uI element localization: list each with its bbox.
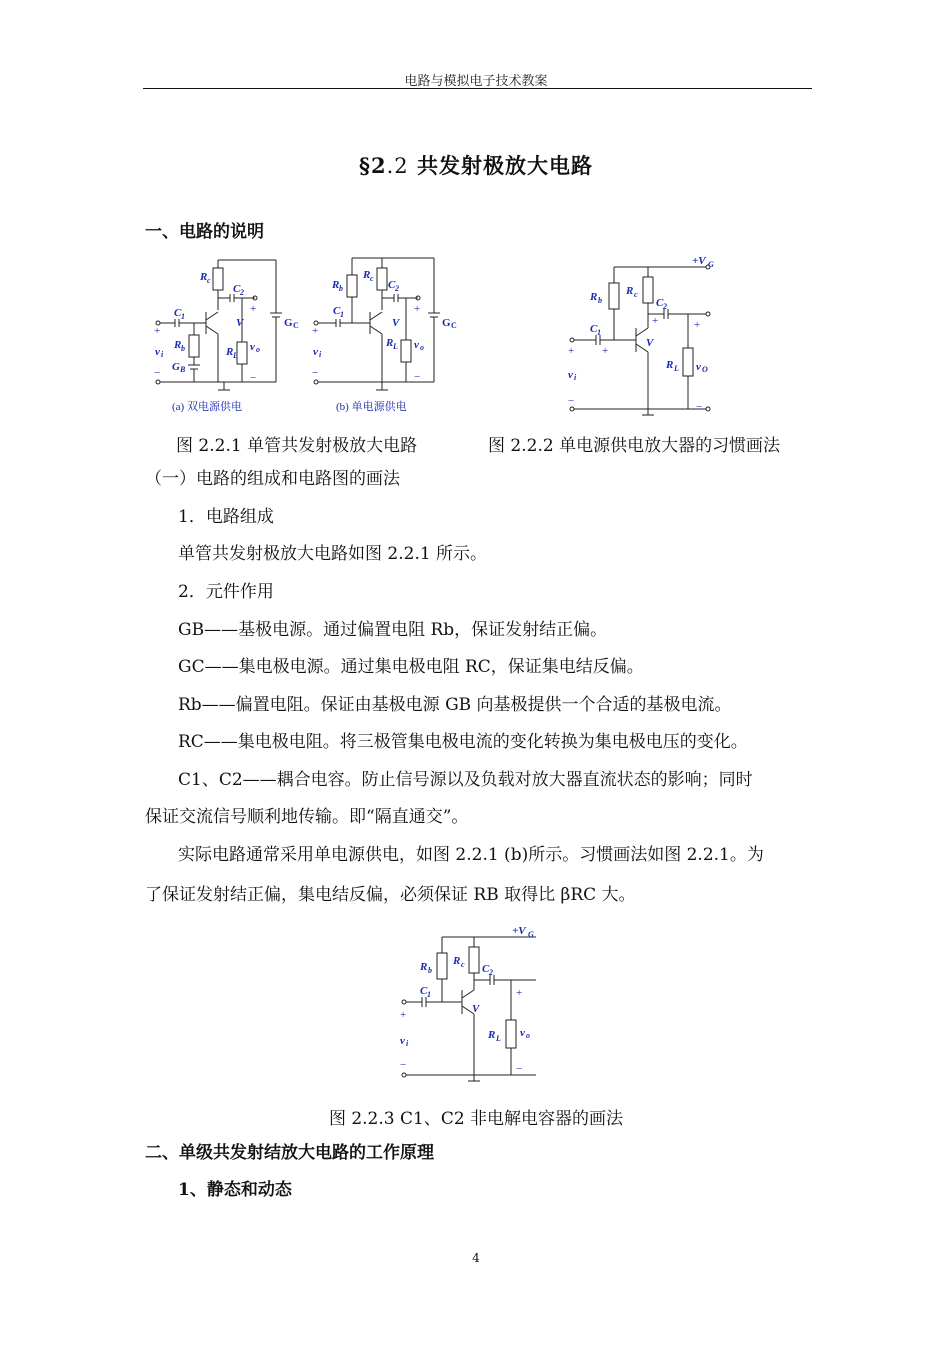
svg-text:2: 2 bbox=[489, 968, 493, 977]
c-line-1: C1、C2——耦合电容。防止信号源以及负载对放大器直流状态的影响；同时 bbox=[178, 770, 753, 790]
gc-line: GC——集电极电源。通过集电极电阻 RC，保证集电结反偏。 bbox=[178, 657, 644, 677]
svg-text:1: 1 bbox=[181, 312, 185, 321]
svg-text:B: B bbox=[180, 365, 186, 374]
svg-text:R: R bbox=[420, 961, 428, 973]
subsection-heading: （一）电路的组成和电路图的画法 bbox=[145, 469, 400, 489]
item-1: 1．电路组成 bbox=[178, 507, 274, 527]
svg-text:o: o bbox=[420, 343, 424, 352]
svg-text:V: V bbox=[236, 317, 244, 329]
svg-text:+: + bbox=[312, 325, 319, 337]
svg-text:G: G bbox=[172, 361, 180, 373]
svg-text:1: 1 bbox=[340, 310, 344, 319]
svg-text:b: b bbox=[598, 296, 602, 305]
svg-text:R: R bbox=[363, 269, 371, 281]
svg-text:v: v bbox=[696, 361, 701, 373]
svg-text:o: o bbox=[526, 1031, 530, 1040]
svg-text:L: L bbox=[233, 351, 238, 360]
figure-2-2-1b bbox=[308, 250, 468, 420]
svg-text:+V: +V bbox=[692, 255, 706, 267]
svg-text:v: v bbox=[155, 346, 160, 358]
svg-text:+: + bbox=[400, 1009, 407, 1021]
svg-text:L: L bbox=[674, 364, 679, 373]
svg-text:+: + bbox=[516, 987, 523, 999]
svg-text:v: v bbox=[568, 369, 573, 381]
svg-text:v: v bbox=[400, 1035, 405, 1047]
svg-text:c: c bbox=[461, 960, 465, 969]
svg-text:L: L bbox=[393, 342, 398, 351]
fig1a-label: (a) 双电源供电 bbox=[172, 401, 242, 413]
svg-text:C: C bbox=[233, 283, 241, 295]
svg-text:O: O bbox=[702, 365, 708, 374]
para-line-2: 了保证发射结正偏，集电结反偏，必须保证 RB 取得比 βRC 大。 bbox=[145, 885, 636, 905]
svg-text:L: L bbox=[496, 1034, 501, 1043]
svg-text:−: − bbox=[516, 1063, 523, 1075]
page-title: §2.2 共发射极放大电路 bbox=[359, 153, 593, 178]
svg-text:R: R bbox=[226, 346, 234, 358]
svg-text:−: − bbox=[250, 372, 257, 384]
svg-text:−: − bbox=[568, 395, 575, 407]
svg-text:1: 1 bbox=[427, 990, 431, 999]
fig1b-label: (b) 单电源供电 bbox=[336, 401, 407, 413]
svg-text:R: R bbox=[666, 359, 674, 371]
page-header: 电路与模拟电子技术教案 bbox=[404, 74, 548, 89]
figure-2-2-2 bbox=[560, 250, 730, 420]
svg-text:R: R bbox=[174, 339, 182, 351]
svg-text:C: C bbox=[174, 307, 182, 319]
svg-text:i: i bbox=[319, 350, 322, 359]
svg-text:G: G bbox=[528, 930, 534, 939]
svg-text:C: C bbox=[293, 321, 299, 330]
header-rule bbox=[143, 88, 812, 89]
svg-text:c: c bbox=[207, 276, 211, 285]
svg-text:C: C bbox=[451, 321, 457, 330]
svg-text:R: R bbox=[453, 955, 461, 967]
svg-text:C: C bbox=[590, 323, 598, 335]
svg-text:R: R bbox=[386, 337, 394, 349]
svg-text:C: C bbox=[420, 985, 428, 997]
svg-text:v: v bbox=[520, 1027, 525, 1039]
gb-line: GB——基极电源。通过偏置电阻 Rb，保证发射结正偏。 bbox=[178, 620, 608, 640]
svg-text:G: G bbox=[284, 317, 293, 329]
svg-text:C: C bbox=[482, 963, 490, 975]
item-2: 2．元件作用 bbox=[178, 582, 274, 602]
svg-text:V: V bbox=[392, 317, 400, 329]
svg-text:i: i bbox=[161, 350, 164, 359]
svg-text:v: v bbox=[414, 339, 419, 351]
svg-text:R: R bbox=[590, 291, 598, 303]
section-heading-2: 二、单级共发射结放大电路的工作原理 bbox=[145, 1143, 434, 1163]
rc-line: RC——集电极电阻。将三极管集电极电流的变化转换为集电极电压的变化。 bbox=[178, 732, 748, 752]
figure-2-2-3 bbox=[396, 920, 556, 1092]
svg-text:o: o bbox=[256, 345, 260, 354]
svg-text:−: − bbox=[312, 367, 319, 379]
svg-text:b: b bbox=[428, 966, 432, 975]
svg-text:V: V bbox=[646, 337, 654, 349]
svg-text:+: + bbox=[652, 315, 659, 327]
svg-text:2: 2 bbox=[395, 284, 399, 293]
fig2-caption: 图 2.2.2 单电源供电放大器的习惯画法 bbox=[488, 436, 781, 456]
svg-text:+: + bbox=[250, 303, 257, 315]
c-line-2: 保证交流信号顺利地传输。即“隔直通交”。 bbox=[145, 807, 469, 827]
svg-text:b: b bbox=[339, 284, 343, 293]
svg-text:+: + bbox=[154, 325, 161, 337]
svg-text:2: 2 bbox=[240, 288, 244, 297]
svg-text:+: + bbox=[602, 345, 609, 357]
svg-text:v: v bbox=[250, 341, 255, 353]
item-1-text: 单管共发射极放大电路如图 2.2.1 所示。 bbox=[178, 544, 488, 564]
figure-2-2-1a bbox=[150, 250, 300, 420]
page-number: 4 bbox=[472, 1251, 480, 1265]
svg-text:C: C bbox=[388, 279, 396, 291]
svg-text:G: G bbox=[442, 317, 451, 329]
svg-text:+V: +V bbox=[512, 925, 526, 937]
svg-text:V: V bbox=[472, 1003, 480, 1015]
svg-text:R: R bbox=[332, 279, 340, 291]
svg-text:+: + bbox=[414, 303, 421, 315]
para-line-1: 实际电路通常采用单电源供电，如图 2.2.1 (b)所示。习惯画法如图 2.2.1。为 bbox=[178, 845, 764, 865]
svg-text:C: C bbox=[656, 297, 664, 309]
svg-text:+: + bbox=[694, 319, 701, 331]
svg-text:R: R bbox=[626, 285, 634, 297]
svg-text:1: 1 bbox=[597, 328, 601, 337]
fig3-caption: 图 2.2.3 C1、C2 非电解电容器的画法 bbox=[328, 1109, 624, 1129]
svg-text:−: − bbox=[696, 401, 703, 413]
svg-text:i: i bbox=[406, 1039, 409, 1048]
svg-text:v: v bbox=[313, 346, 318, 358]
svg-text:c: c bbox=[370, 274, 374, 283]
svg-text:R: R bbox=[488, 1029, 496, 1041]
svg-text:C: C bbox=[333, 305, 341, 317]
svg-text:R: R bbox=[200, 271, 208, 283]
svg-text:−: − bbox=[154, 367, 161, 379]
svg-text:c: c bbox=[634, 290, 638, 299]
svg-text:2: 2 bbox=[663, 302, 667, 311]
svg-text:b: b bbox=[181, 344, 185, 353]
svg-text:G: G bbox=[708, 260, 714, 269]
fig1-caption: 图 2.2.1 单管共发射极放大电路 bbox=[176, 436, 418, 456]
section-heading-1: 一、电路的说明 bbox=[145, 222, 264, 242]
item-3-heading: 1、静态和动态 bbox=[178, 1180, 292, 1200]
svg-text:−: − bbox=[400, 1059, 407, 1071]
svg-text:i: i bbox=[574, 373, 577, 382]
svg-text:+: + bbox=[568, 345, 575, 357]
svg-text:−: − bbox=[414, 371, 421, 383]
rb-line: Rb——偏置电阻。保证由基极电源 GB 向基极提供一个合适的基极电流。 bbox=[178, 695, 732, 715]
